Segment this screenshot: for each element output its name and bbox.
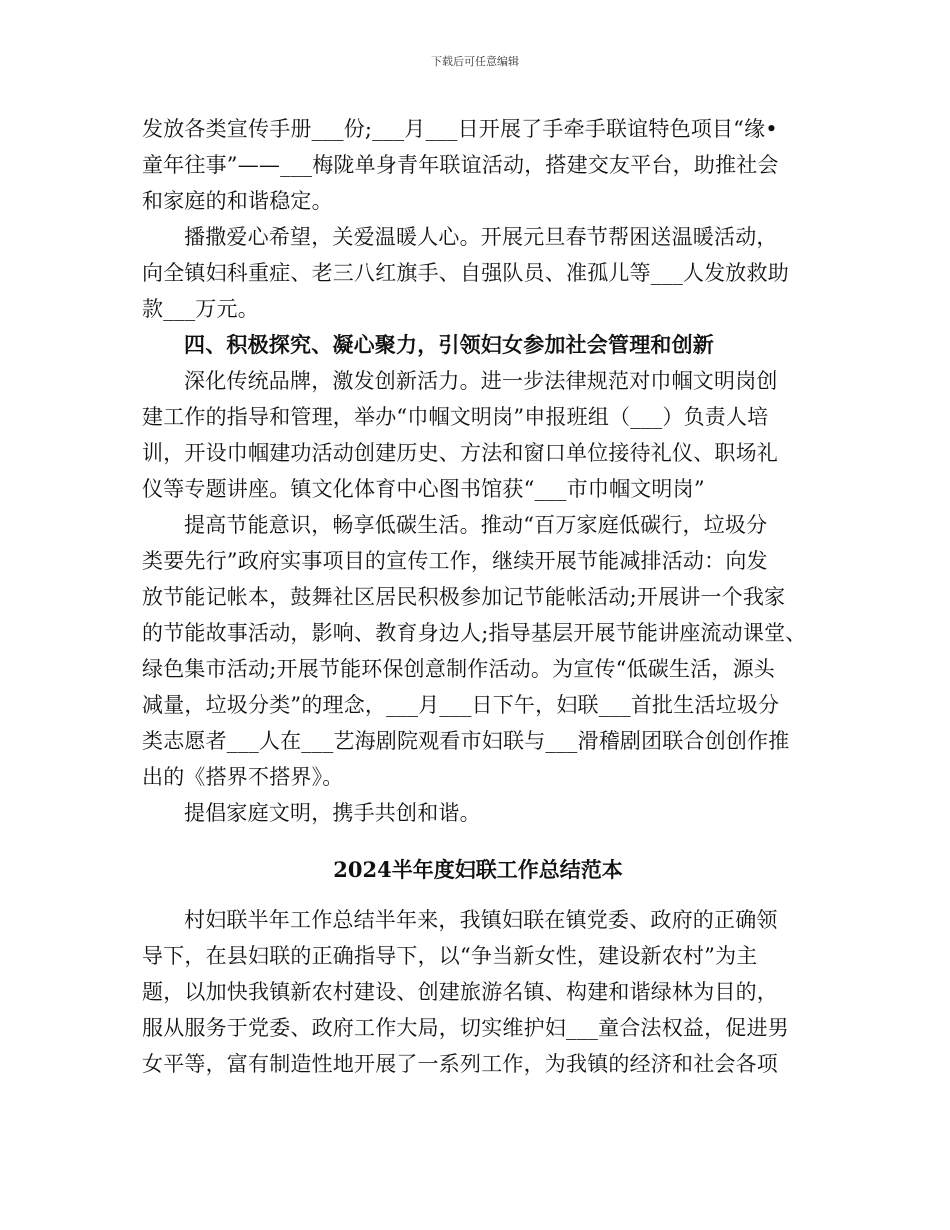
text-line: 和家庭的和谐稳定。 bbox=[142, 189, 333, 213]
text-line: 类志愿者___人在___艺海剧院观看市妇联与___滑稽剧团联合创创作推 bbox=[142, 729, 790, 753]
text-line: 建工作的指导和管理，举办“巾帼文明岗”申报班组（___）负责人培 bbox=[142, 405, 769, 429]
text-line: 绿色集市活动;开展节能环保创意制作活动。为宣传“低碳生活，源头 bbox=[142, 657, 776, 681]
text-line: 女平等，富有制造性地开展了一系列工作，为我镇的经济和社会各项 bbox=[142, 1052, 778, 1076]
paragraph-first-line: 村妇联半年工作总结半年来，我镇妇联在镇党委、政府的正确领 bbox=[184, 908, 778, 932]
text-line: 服从服务于党委、政府工作大局，切实维护妇___童合法权益，促进男 bbox=[142, 1016, 789, 1040]
text-line: 仪等专题讲座。镇文化体育中心图书馆获“___市巾帼文明岗” bbox=[142, 477, 705, 501]
text-line: 的节能故事活动，影响、教育身边人;指导基层开展节能讲座流动课堂、 bbox=[142, 621, 807, 645]
text-line: 题，以加快我镇新农村建设、创建旅游名镇、构建和谐绿林为目的， bbox=[142, 980, 778, 1004]
page-header: 下载后可任意编辑 bbox=[431, 55, 519, 68]
section-heading: 四、积极探究、凝心聚力，引领妇女参加社会管理和创新 bbox=[184, 332, 714, 357]
text-line: 减量，垃圾分类”的理念，___月___日下午，妇联___首批生活垃圾分 bbox=[142, 693, 780, 717]
paragraph-first-line: 提高节能意识，畅享低碳生活。推动“百万家庭低碳行，垃圾分 bbox=[184, 513, 768, 537]
text-line: 童年往事”——___梅陇单身青年联谊活动，搭建交友平台，助推社会 bbox=[142, 153, 779, 177]
paragraph-first-line: 深化传统品牌，激发创新活力。进一步法律规范对巾帼文明岗创 bbox=[184, 369, 778, 393]
paragraph-first-line: 提倡家庭文明，携手共创和谐。 bbox=[184, 801, 481, 825]
text-line: 训，开设巾帼建功活动创建历史、方法和窗口单位接待礼仪、职场礼 bbox=[142, 441, 778, 465]
text-line: 款___万元。 bbox=[142, 297, 259, 321]
text-line: 导下，在县妇联的正确指导下，以“争当新女性，建设新农村”为主 bbox=[142, 944, 758, 968]
document-body bbox=[142, 111, 814, 1082]
document-title: 2024半年度妇联工作总结范本 bbox=[333, 857, 623, 882]
paragraph-first-line: 播撒爱心希望，关爱温暖人心。开展元旦春节帮困送温暖活动， bbox=[184, 225, 778, 249]
text-line: 放节能记帐本，鼓舞社区居民积极参加记节能帐活动;开展讲一个我家 bbox=[142, 585, 786, 609]
text-line: 向全镇妇科重症、老三八红旗手、自强队员、准孤儿等___人发放救助 bbox=[142, 261, 789, 285]
text-line: 发放各类宣传手册___份;___月___日开展了手牵手联谊特色项目“缘• bbox=[142, 117, 778, 141]
text-line: 类要先行”政府实事项目的宣传工作，继续开展节能减排活动：向发 bbox=[142, 549, 768, 573]
text-line: 出的《搭界不搭界》。 bbox=[142, 765, 344, 789]
